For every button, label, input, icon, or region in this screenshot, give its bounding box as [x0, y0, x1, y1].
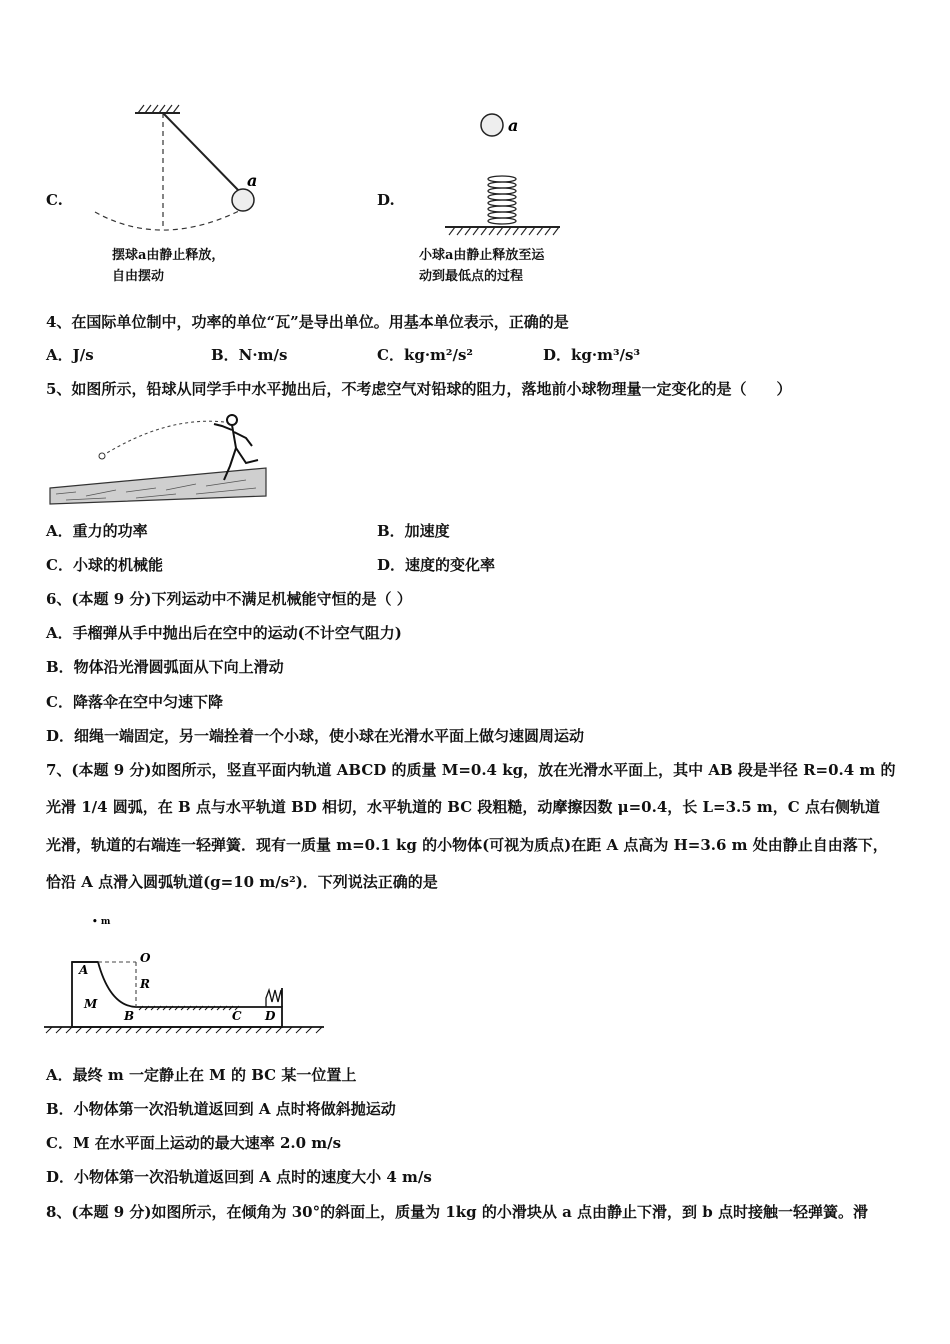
q6-option-a: A．手榴弹从手中抛出后在空中的运动(不计空气阻力) — [46, 624, 402, 642]
q5-stem: 5、如图所示，铅球从同学手中水平抛出后，不考虑空气对铅球的阻力，落地前小球物理量一定变化的是（ ） — [46, 380, 792, 398]
q4-option-c: C．kg·m²/s² — [377, 346, 473, 364]
q6-option-b: B．物体沿光滑圆弧面从下向上滑动 — [46, 658, 284, 676]
q5-option-b: B．加速度 — [377, 522, 450, 540]
track-label-m: • m — [92, 917, 111, 927]
track-label-A: A — [79, 963, 89, 977]
q7-line-4: 恰沿 A 点滑入圆弧轨道(g=10 m/s²)．下列说法正确的是 — [46, 873, 438, 891]
q7-option-b: B．小物体第一次沿轨道返回到 A 点时将做斜抛运动 — [46, 1100, 396, 1118]
pendulum-figure — [80, 100, 280, 240]
track-label-B: B — [124, 1009, 135, 1023]
q6-option-d: D．细绳一端固定，另一端拴着一个小球，使小球在光滑水平面上做匀速圆周运动 — [46, 727, 585, 745]
q5-option-d: D．速度的变化率 — [377, 556, 496, 574]
q7-line-1: 7、(本题 9 分)如图所示，竖直平面内轨道 ABCD 的质量 M=0.4 kg，放在光滑水平面上，其中 AB 段是半径 R=0.4 m 的 — [46, 761, 896, 779]
q8-stem: 8、(本题 9 分)如图所示，在倾角为 30°的斜面上，质量为 1kg 的小滑块从 a 点由静止下滑，到 b 点时接触一轻弹簧。滑 — [46, 1203, 868, 1221]
q7-line-3: 光滑，轨道的右端连一轻弹簧．现有一质量 m=0.1 kg 的小物体(可视为质点)在距 A 点高为 H=3.6 m 处由静止自由落下， — [46, 836, 888, 854]
q5-option-c: C．小球的机械能 — [46, 556, 163, 574]
q7-line-2: 光滑 1/4 圆弧，在 B 点与水平轨道 BD 相切，水平轨道的 BC 段粗糙，动摩擦因数 μ=0.4，长 L=3.5 m，C 点右侧轨道 — [46, 798, 880, 816]
figure-d-label: D. — [377, 191, 395, 209]
figure-d-caption-1: 小球a由静止释放至运 — [419, 248, 545, 263]
figure-c-label: C. — [46, 191, 63, 209]
track-label-C: C — [232, 1009, 242, 1023]
track-label-O: O — [140, 951, 151, 965]
q7-option-c: C．M 在水平面上运动的最大速率 2.0 m/s — [46, 1134, 342, 1152]
figure-d-caption-2: 动到最低点的过程 — [419, 269, 524, 284]
q4-stem: 4、在国际单位制中，功率的单位“瓦”是导出单位。用基本单位表示，正确的是 — [46, 313, 569, 331]
q7-option-a: A．最终 m 一定静止在 M 的 BC 某一位置上 — [46, 1066, 357, 1084]
spring-ball-figure — [415, 105, 585, 250]
q6-option-c: C．降落伞在空中匀速下降 — [46, 693, 223, 711]
q5-option-a: A．重力的功率 — [46, 522, 148, 540]
shot-put-figure — [46, 408, 268, 506]
q4-option-b: B．N·m/s — [211, 346, 288, 364]
q4-option-d: D．kg·m³/s³ — [543, 346, 641, 364]
figure-c-caption-2: 自由摆动 — [112, 269, 165, 284]
q6-stem: 6、(本题 9 分)下列运动中不满足机械能守恒的是（ ） — [46, 590, 412, 608]
q7-option-d: D．小物体第一次沿轨道返回到 A 点时的速度大小 4 m/s — [46, 1168, 432, 1186]
figure-c-caption-1: 摆球a由静止释放， — [112, 248, 225, 263]
pendulum-ball-label: a — [247, 171, 258, 190]
track-label-D: D — [265, 1009, 276, 1023]
track-label-M: M — [84, 997, 98, 1011]
spring-ball-label: a — [508, 116, 519, 135]
track-figure — [44, 910, 329, 1038]
q4-option-a: A．J/s — [46, 346, 94, 364]
track-label-R: R — [140, 977, 150, 991]
